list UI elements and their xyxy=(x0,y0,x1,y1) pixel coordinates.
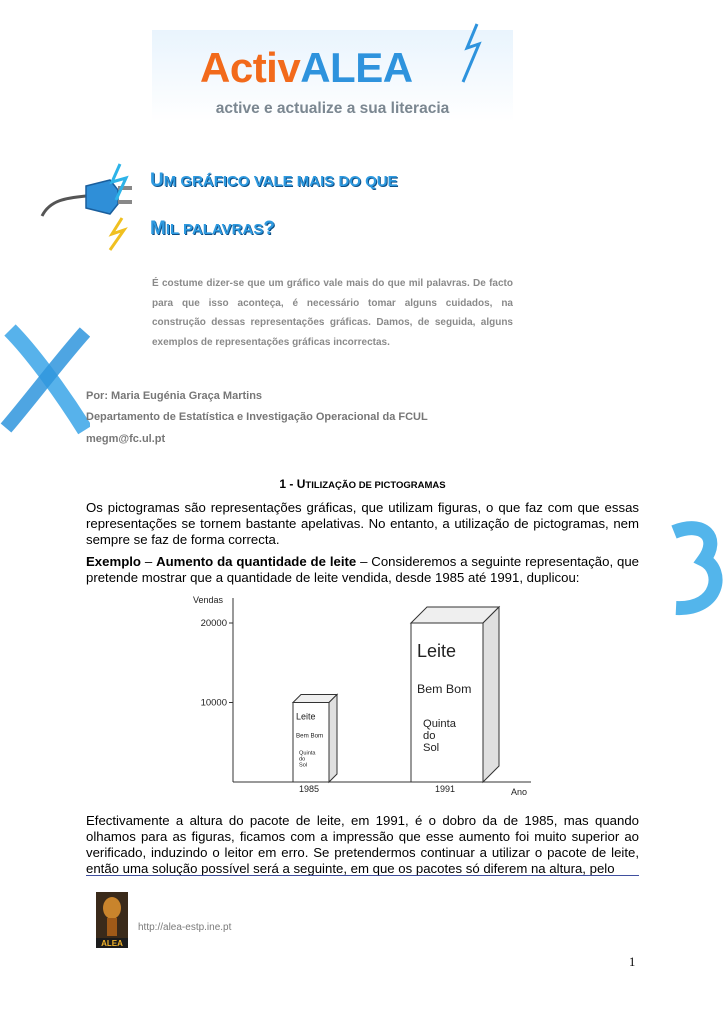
author-email[interactable]: megm@fc.ul.pt xyxy=(86,433,166,445)
y-tick-label: 20000 xyxy=(200,618,227,629)
paragraph-explanation: Efectivamente a altura do pacote de leite, em 1991, é o dobro da de 1985, mas quando olhamos para as figuras, ficamos com a impressão que esse aumento foi muito superior ao verificado, induzindo o leitor em erro. Se pretendermos continuar a utilizar o pacote de leite, então uma solução possível será a seguinte, em que os pacotes só diferem na altura, pelo xyxy=(86,813,639,876)
bar-label-sol: Sol xyxy=(423,742,440,754)
bar-label-brand: Bem Bom xyxy=(417,682,472,696)
bar-label-leite: Leite xyxy=(296,711,316,722)
milk-carton-side xyxy=(329,695,337,783)
footer-rule xyxy=(86,875,639,876)
bar-label-quinta: Quinta xyxy=(423,718,456,730)
tagline: active e actualize a sua literacia xyxy=(215,100,450,117)
footer-url[interactable]: http://alea-estp.ine.pt xyxy=(138,922,232,933)
activalea-logo: ActivALEA xyxy=(200,44,413,91)
alea-logo xyxy=(96,892,128,948)
bar-label-leite: Leite xyxy=(417,641,457,661)
plug-icon xyxy=(36,160,136,252)
intro-paragraph: É costume dizer-se que um gráfico vale mais do que mil palavras. De facto para que isso aconteça, é necessário tomar alguns cuidados, na construção dessas representações gráficas. Damos, de seguida, alguns exemplos de representações gráficas incorrectas. xyxy=(152,278,513,348)
x-symbol-icon xyxy=(0,320,90,436)
x-axis-label: Ano xyxy=(511,787,528,797)
x-tick-label: 1991 xyxy=(434,784,456,794)
example-paragraph: Exemplo – Aumento da quantidade de leite – Consideremos a seguinte representação, que pretende mostrar que a quantidade de leite vendida, desde 1985 até 1991, duplicou: xyxy=(86,554,639,585)
bar-label-quinta: Quinta xyxy=(299,750,316,757)
paragraph-pictograms: Os pictogramas são representações gráficas, que utilizam figuras, o que faz com que essas representações se tornem bastante apelativas. No entanto, a utilização de pictogramas, nem sempre se faz de forma correcta. xyxy=(86,500,639,547)
y-axis-label: Vendas xyxy=(193,595,224,605)
lightning-icon xyxy=(455,22,487,86)
section-heading: 1 - UTILIZAÇÃO DE PICTOGRAMAS xyxy=(279,477,446,491)
author-name: Por: Maria Eugénia Graça Martins xyxy=(86,390,263,402)
bar-label-sol: Sol xyxy=(299,762,308,769)
page-number: 1 xyxy=(629,955,636,969)
three-symbol-icon xyxy=(664,520,724,620)
page-title-line2: MIL PALAVRAS? xyxy=(150,218,275,239)
author-department: Departamento de Estatística e Investigação Operacional da FCUL xyxy=(86,411,428,423)
milk-pictogram-chart xyxy=(191,586,535,802)
bar-label-do: do xyxy=(299,756,306,763)
page-title-line1: UM GRÁFICO VALE MAIS DO QUE xyxy=(150,170,398,191)
alea-logo-text: ALEA xyxy=(101,939,123,948)
bar-label-brand: Bem Bom xyxy=(296,732,324,740)
bar-label-do: do xyxy=(423,730,436,742)
x-tick-label: 1985 xyxy=(298,784,320,794)
y-tick-label: 10000 xyxy=(200,697,227,709)
milk-carton-side xyxy=(483,607,499,782)
